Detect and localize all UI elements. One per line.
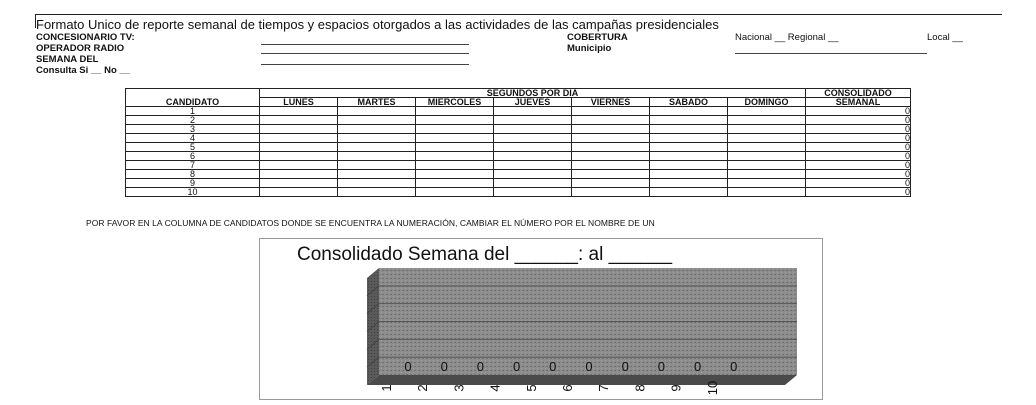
seconds-cell[interactable] — [494, 125, 572, 134]
seconds-cell[interactable] — [338, 188, 416, 197]
title-top-rule — [36, 14, 1002, 15]
x-tick-label: 8 — [632, 384, 648, 392]
seconds-cell[interactable] — [416, 170, 494, 179]
seconds-cell[interactable] — [416, 134, 494, 143]
seconds-cell[interactable] — [650, 161, 728, 170]
candidate-cell[interactable]: 5 — [126, 143, 260, 152]
seconds-table — [125, 88, 911, 197]
seconds-cell[interactable] — [572, 125, 650, 134]
seconds-cell[interactable] — [338, 170, 416, 179]
consolidated-cell: 0 — [806, 143, 911, 152]
seconds-cell[interactable] — [650, 125, 728, 134]
seconds-cell[interactable] — [416, 107, 494, 116]
cobertura-options[interactable]: Nacional __ Regional __ — [735, 32, 839, 43]
day-header-domingo: DOMINGO — [728, 98, 806, 107]
consolidated-cell: 0 — [806, 134, 911, 143]
seconds-cell[interactable] — [494, 161, 572, 170]
seconds-cell[interactable] — [416, 116, 494, 125]
seconds-cell[interactable] — [650, 116, 728, 125]
consolidated-cell: 0 — [806, 170, 911, 179]
x-tick-label: 1 — [379, 384, 394, 392]
operador-label: OPERADOR RADIO — [36, 43, 125, 54]
table-row — [126, 161, 911, 170]
table-row — [126, 134, 911, 143]
semana-field[interactable] — [261, 64, 469, 65]
data-label: 0 — [657, 359, 666, 374]
seconds-cell[interactable] — [728, 152, 806, 161]
seconds-cell[interactable] — [728, 143, 806, 152]
seconds-cell[interactable] — [572, 107, 650, 116]
form-title: Formato Unico de reporte semanal de tiempos y espacios otorgados a las actividades de las campañas presidenciales — [36, 17, 719, 32]
table-row — [126, 143, 911, 152]
data-label: 0 — [585, 359, 593, 374]
candidate-cell[interactable]: 10 — [126, 188, 260, 197]
data-label: 0 — [549, 359, 557, 374]
operador-field[interactable] — [261, 53, 469, 54]
candidate-cell[interactable]: 9 — [126, 179, 260, 188]
seconds-cell[interactable] — [572, 170, 650, 179]
consolidated-header-1: CONSOLIDADO — [806, 89, 911, 98]
day-header-martes: MARTES — [338, 98, 416, 107]
seconds-cell[interactable] — [416, 125, 494, 134]
seconds-cell[interactable] — [728, 179, 806, 188]
seconds-cell[interactable] — [494, 134, 572, 143]
x-tick-label: 7 — [596, 384, 612, 392]
seconds-cell[interactable] — [572, 179, 650, 188]
data-label: 0 — [730, 359, 738, 374]
seconds-cell[interactable] — [494, 107, 572, 116]
consolidated-cell: 0 — [806, 179, 911, 188]
seconds-cell[interactable] — [728, 134, 806, 143]
table-row — [126, 152, 911, 161]
seconds-cell[interactable] — [260, 170, 338, 179]
x-tick-label: 9 — [668, 384, 684, 392]
seconds-cell[interactable] — [260, 125, 338, 134]
data-label: 0 — [440, 359, 448, 374]
seconds-cell[interactable] — [650, 134, 728, 143]
seconds-cell[interactable] — [260, 188, 338, 197]
semana-label: SEMANA DEL — [36, 54, 99, 65]
seconds-cell[interactable] — [650, 107, 728, 116]
seconds-cell[interactable] — [416, 152, 494, 161]
seconds-cell[interactable] — [338, 116, 416, 125]
seconds-cell[interactable] — [728, 116, 806, 125]
seconds-cell[interactable] — [416, 179, 494, 188]
seconds-cell[interactable] — [650, 143, 728, 152]
seconds-cell[interactable] — [650, 188, 728, 197]
municipio-field[interactable] — [735, 53, 927, 54]
seconds-cell[interactable] — [728, 125, 806, 134]
seconds-cell[interactable] — [260, 116, 338, 125]
seconds-cell[interactable] — [572, 134, 650, 143]
seconds-cell[interactable] — [572, 161, 650, 170]
seconds-cell[interactable] — [572, 143, 650, 152]
seconds-cell[interactable] — [494, 152, 572, 161]
seconds-cell[interactable] — [416, 161, 494, 170]
table-row — [126, 107, 911, 116]
table-row — [126, 170, 911, 179]
data-label: 0 — [693, 359, 702, 374]
seconds-cell[interactable] — [650, 179, 728, 188]
seconds-cell[interactable] — [494, 170, 572, 179]
seconds-cell[interactable] — [728, 161, 806, 170]
seconds-cell[interactable] — [338, 152, 416, 161]
seconds-cell[interactable] — [494, 116, 572, 125]
seconds-cell[interactable] — [338, 161, 416, 170]
candidate-cell[interactable]: 2 — [126, 116, 260, 125]
candidate-cell[interactable]: 8 — [126, 170, 260, 179]
seconds-cell[interactable] — [260, 107, 338, 116]
seconds-cell[interactable] — [416, 143, 494, 152]
consolidated-cell: 0 — [806, 125, 911, 134]
seconds-cell[interactable] — [260, 143, 338, 152]
seconds-cell[interactable] — [728, 188, 806, 197]
seconds-cell[interactable] — [338, 179, 416, 188]
candidate-cell[interactable]: 3 — [126, 125, 260, 134]
candidate-cell[interactable]: 7 — [126, 161, 260, 170]
seconds-cell[interactable] — [338, 143, 416, 152]
x-tick-label: 5 — [523, 384, 539, 392]
seconds-cell[interactable] — [728, 170, 806, 179]
data-label: 0 — [512, 359, 521, 374]
candidate-cell[interactable]: 1 — [126, 107, 260, 116]
table-row — [126, 125, 911, 134]
candidate-cell[interactable]: 4 — [126, 134, 260, 143]
municipio-label: Municipio — [567, 43, 612, 54]
day-header-miercoles: MIERCOLES — [416, 98, 494, 107]
candidate-cell[interactable]: 6 — [126, 152, 260, 161]
consolidated-header-2: SEMANAL — [806, 98, 911, 107]
consolidated-cell: 0 — [806, 116, 911, 125]
seconds-cell[interactable] — [416, 188, 494, 197]
table-row — [126, 188, 911, 197]
seconds-cell[interactable] — [260, 161, 338, 170]
data-label: 0 — [621, 359, 629, 374]
day-header-sabado: SABADO — [650, 98, 728, 107]
candidate-header: CANDIDATO — [126, 98, 260, 107]
seconds-cell[interactable] — [650, 170, 728, 179]
consolidated-chart — [259, 238, 823, 400]
consolidated-cell: 0 — [806, 107, 911, 116]
seconds-cell[interactable] — [650, 152, 728, 161]
concesionario-label: CONCESIONARIO TV: — [36, 32, 135, 43]
seconds-cell[interactable] — [572, 152, 650, 161]
seconds-cell[interactable] — [260, 179, 338, 188]
consolidated-cell: 0 — [806, 152, 911, 161]
seconds-cell[interactable] — [338, 125, 416, 134]
seconds-cell[interactable] — [338, 134, 416, 143]
data-label: 0 — [404, 359, 412, 374]
consulta-label: Consulta Si __ No __ — [36, 65, 130, 76]
seconds-cell[interactable] — [728, 107, 806, 116]
table-row — [126, 116, 911, 125]
cobertura-label: COBERTURA — [567, 32, 628, 43]
group-header: SEGUNDOS POR DIA — [260, 89, 806, 98]
seconds-cell[interactable] — [338, 107, 416, 116]
day-header-jueves: JUEVES — [494, 98, 572, 107]
x-tick-label: 3 — [451, 384, 467, 392]
chart-title: Consolidado Semana del ______: al ______ — [297, 244, 673, 265]
instruction-note: POR FAVOR EN LA COLUMNA DE CANDIDATOS DONDE SE ENCUENTRA LA NUMERACIÓN, CAMBIAR EL NÚMERO POR EL NOMBRE DE UN — [86, 218, 655, 228]
consolidated-cell: 0 — [806, 161, 911, 170]
local-option[interactable]: Local __ — [927, 32, 963, 43]
seconds-cell[interactable] — [494, 188, 572, 197]
concesionario-field[interactable] — [261, 44, 469, 45]
data-label: 0 — [476, 359, 485, 374]
seconds-cell[interactable] — [494, 143, 572, 152]
table-row — [126, 179, 911, 188]
x-tick-label: 6 — [560, 384, 575, 392]
x-tick-label: 10 — [704, 380, 720, 396]
day-header-viernes: VIERNES — [572, 98, 650, 107]
x-tick-label: 4 — [487, 384, 503, 392]
seconds-cell[interactable] — [260, 152, 338, 161]
seconds-cell[interactable] — [494, 179, 572, 188]
seconds-cell[interactable] — [572, 116, 650, 125]
seconds-cell[interactable] — [572, 188, 650, 197]
plot-floor — [367, 375, 797, 385]
consolidated-cell: 0 — [806, 188, 911, 197]
day-header-lunes: LUNES — [260, 98, 338, 107]
seconds-cell[interactable] — [260, 134, 338, 143]
x-tick-label: 2 — [415, 384, 431, 392]
